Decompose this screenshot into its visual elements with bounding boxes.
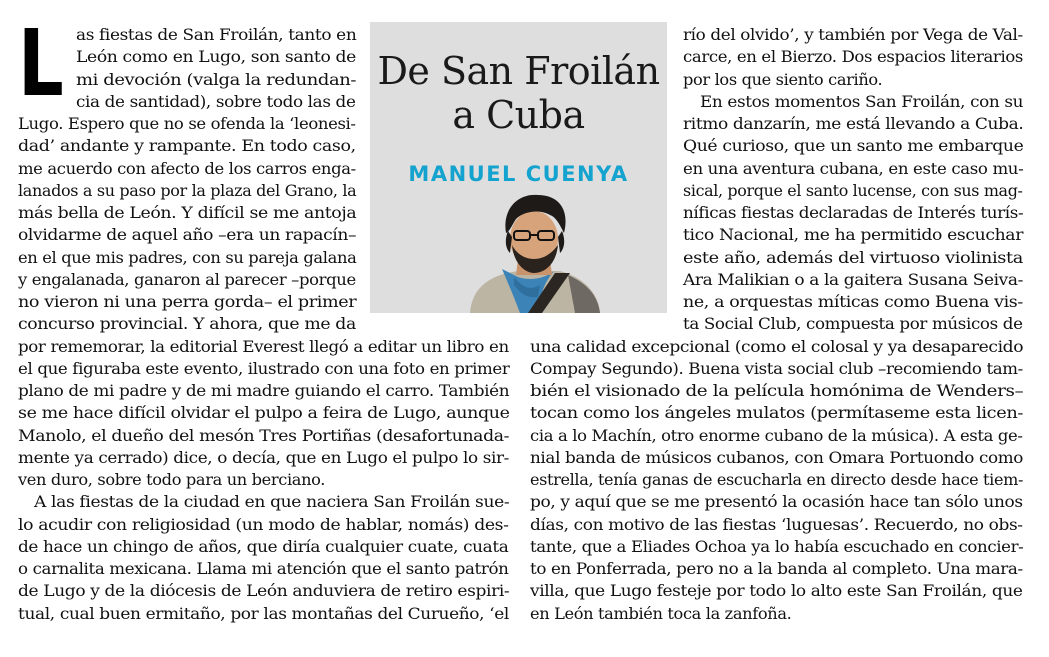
article-line: no vieron ni una perra gorda– el primer [18,292,357,311]
article-line: cia de santidad), sobre todo las de [76,91,356,111]
article-line: A las fiestas de la ciudad en que naciera San Froilán sue- [34,492,510,512]
article-line: río del olvido’, y también por Vega de Val- [683,25,1023,44]
article-line: en una aventura cubana, en este caso mu- [683,158,1024,178]
article-line: níficas fiestas declaradas de Interés turís- [683,203,1024,222]
article-line: ta Social Club, compuesta por músicos de [683,314,1023,334]
article-line: Qué curioso, que un santo me embarque [683,136,1024,156]
article-line: Manolo, el dueño del mesón Tres Portiñas (desafortunada- [18,425,510,445]
article-line: plano de mi padre y de mi madre guiando el carro. También [18,381,510,400]
article-line: tual, cual buen ermitaño, por las montañas del Curueño, ‘el [18,603,509,623]
article-line: to en Ponferrada, pero no a la banda al completo. Una mara- [530,559,1023,578]
article-line: cia a lo Machín, otro enorme cubano de la música). A esta ge- [530,425,1023,445]
article-line: en el que mis padres, con su pareja galana [18,247,357,267]
article-line: concurso provincial. Y ahora, que me da [18,314,356,334]
article-line: olvidarme de aquel año –era un rapacín– [18,225,357,245]
article-line: por los que siento cariño. [683,69,883,89]
article-line: ritmo danzarín, me está llevando a Cuba. [683,114,1024,133]
article-line: de Lugo y de la diócesis de León anduviera de retiro espiri- [18,581,510,601]
article-line: tocan como los ángeles mulatos (permítaseme esta licen- [530,403,1023,423]
article-line: lanados a su paso por la plaza del Grano, la [18,180,357,200]
author-photo [410,187,640,313]
headline-box [370,22,667,313]
article-line: por rememorar, la editorial Everest llegó a editar un libro en [18,336,509,356]
article-line: carce, en el Bierzo. Dos espacios literarios [683,47,1024,67]
article-line: mente ya cerrado) dice, o decía, que en Lugo el pulpo lo sir- [18,447,509,467]
article-line: estrella, tenía ganas de escucharla en directo desde hace tiem- [530,470,1024,489]
article-line: as fiestas de San Froilán, tanto en [76,25,357,44]
article-line: bién el visionado de la película homónima de Wenders– [530,381,1024,400]
article-line: Lugo. Espero que no se ofenda la ‘leonesi- [18,114,356,133]
article-line: León como en Lugo, son santo de [76,47,356,67]
article-line: ven duro, sobre todo para un berciano. [18,470,326,489]
headline-line-2: a Cuba [452,93,585,137]
article-line: una calidad excepcional (como el colosal y ya desaparecido [530,336,1024,356]
article-line: nial banda de músicos cubanos, con Omara Portuondo como [530,447,1023,467]
article-line: de hace un chingo de años, que diría cualquier cuate, cuata [18,536,509,556]
article-line: más bella de León. Y difícil se me antoja [18,203,357,222]
article-line: o carnalita mexicana. Llama mi atención que el santo patrón [18,559,509,578]
article-line: dad’ andante y rampante. En todo caso, [18,136,356,156]
headline-line-1: De San Froilán [377,49,660,93]
article-line: en León también toca la zanfoña. [530,603,792,623]
author-name: MANUEL CUENYA [408,162,629,186]
article-line: se me hace difícil olvidar el pulpo a feira de Lugo, aunque [18,403,510,423]
article-line: po, y aquí que se me presentó la ocasión hace tan sólo unos [530,492,1023,512]
article-line: y engalanada, ganaron al parecer –porque [18,269,356,289]
article-line: lo acudir con religiosidad (un modo de hablar, nomás) des- [18,514,509,534]
article-line: tico Nacional, me ha permitido escuchar [683,225,1024,245]
article-line: este año, además del virtuoso violinista [683,247,1023,267]
drop-cap: L [18,10,64,117]
article-line: sical, porque el santo lucense, con sus mag- [683,180,1023,200]
article-line: mi devoción (valga la redundan- [76,69,357,89]
article-line: villa, que Lugo festeje por todo lo alto este San Froilán, que [530,581,1023,601]
article-line: ne, a orquestas míticas como Buena vis- [683,292,1023,311]
article-line: En estos momentos San Froilán, con su [700,91,1024,111]
article-line: días, con motivo de las fiestas ‘luguesas’. Recuerdo, no obs- [530,514,1023,534]
article-line: me acuerdo con afecto de los carros enga- [18,158,356,178]
article-line: tante, que a Eliades Ochoa ya lo había escuchado en concier- [530,536,1024,556]
article-line: el que figuraba este evento, ilustrado con una foto en primer [18,358,510,378]
article-line: Compay Segundo). Buena vista social club –recomiendo tam- [530,358,1023,378]
article-line: Ara Malikian o a la gaitera Susana Seiva- [683,269,1023,289]
